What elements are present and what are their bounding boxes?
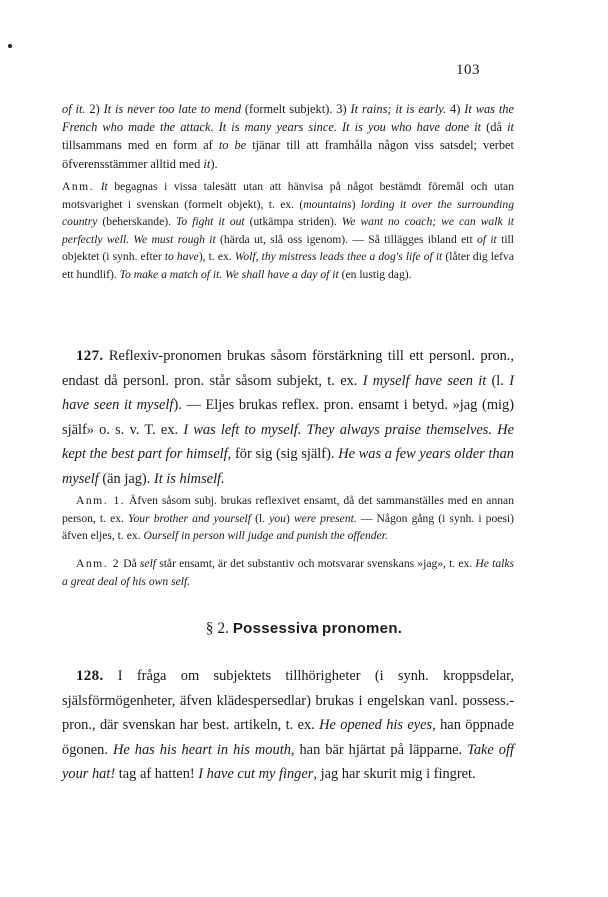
text-run: (då — [481, 120, 508, 135]
margin-speck — [8, 44, 12, 48]
paragraph-it-text — [62, 100, 514, 173]
note-1-text — [62, 492, 514, 545]
text-run: (formelt subjekt). 3) — [241, 102, 351, 116]
text-run: tjänar till att framhålla någon viss satsdel; verbet öfverensstämmer alltid med — [62, 138, 514, 171]
italic-run: it — [203, 156, 211, 171]
section-128-number: 128. — [76, 668, 104, 684]
text-run: till objektet (i synh. efter — [62, 232, 514, 264]
text-run: begagnas i vissa talesätt utan att hänvisa på något bestämdt föremål och utan motsvarighet i svenskan (formelt objekt), t. ex. ( — [62, 180, 514, 211]
text-run: Äfven såsom subj. brukas reflexivet ensamt, då det sammanställes med en annan person, t. ex. — [62, 494, 514, 525]
note-1 — [62, 492, 514, 545]
section-128-body — [62, 668, 514, 782]
note-label: Anm. 1. — [76, 494, 126, 507]
italic-run: He has his heart in his mouth — [112, 741, 291, 758]
text-run: (än jag). — [98, 470, 154, 487]
italic-run: it — [507, 120, 514, 135]
text-run: ) — [285, 511, 294, 525]
text-run: ). — [210, 156, 218, 171]
italic-run: It is you who have done it — [342, 120, 482, 135]
note-2-body — [62, 557, 514, 588]
text-run: , han öppnade ögonen. — [62, 717, 515, 758]
italic-run: I have cut my finger — [198, 766, 314, 783]
italic-run: They always praise themselves. — [306, 421, 492, 438]
text-run: 4) — [446, 102, 465, 116]
section-127-number: 127. — [76, 348, 104, 364]
note-2 — [62, 555, 514, 590]
italic-run: It is many years since. — [218, 120, 337, 135]
text-run: , han bär hjärtat på läpparne. — [290, 741, 468, 758]
text-run — [94, 180, 101, 193]
italic-run: Ourself in person will judge and punish the offender. — [143, 529, 388, 543]
text-run: (utkämpa striden). — [244, 215, 342, 229]
text-run: — Någon gång (i synh. i poesi) äfven eljes, t. ex. — [62, 511, 514, 543]
paragraph-it-examples — [62, 100, 514, 173]
text-run: (en lustig dag). — [338, 267, 412, 281]
section-heading-number: § 2. — [205, 620, 229, 637]
text-run: tag af hatten! — [115, 766, 199, 783]
italic-run: to have — [164, 250, 199, 264]
text-run: ), t. ex. — [198, 250, 235, 264]
section-127 — [62, 344, 514, 492]
italic-run: It is never too late to mend — [103, 102, 242, 116]
section-128 — [62, 664, 514, 787]
text-run: tillsammans med en form af — [62, 138, 219, 153]
section-heading-title: Possessiva pronomen. — [232, 620, 403, 637]
italic-run: It is himself. — [153, 470, 225, 487]
text-run: (l. — [486, 372, 510, 389]
italic-run: We shall have a day of it — [225, 267, 339, 281]
italic-run: I was left to myself. — [183, 421, 302, 438]
italic-run: lording it over the surrounding country — [62, 197, 514, 229]
italic-run: to be — [218, 138, 247, 153]
italic-run: Wolf, thy mistress leads thee a dog's life of it — [234, 250, 443, 264]
text-run: står ensamt, är det substantiv och motsvarar svenskans »jag», t. ex. — [156, 557, 476, 570]
italic-run: He was a few years older than myself — [62, 446, 514, 487]
italic-run: It rains; it is early. — [350, 102, 447, 116]
section-127-text — [62, 344, 514, 492]
italic-run: I have seen it myself — [62, 372, 514, 414]
text-run: ). — Eljes brukas reflex. pron. ensamt i betyd. »jag (mig) själf» o. s. v. T. ex. — [62, 397, 514, 438]
italic-run: To make a match of it. — [119, 267, 223, 281]
italic-run: We must rough it — [133, 232, 216, 246]
italic-run: mountains — [303, 197, 352, 211]
section-heading — [0, 620, 608, 638]
italic-run: of it — [477, 232, 497, 246]
text-run: (låter dig lefva ett hundlif). — [62, 250, 514, 281]
section-127-body — [62, 348, 514, 487]
italic-run: self — [139, 557, 157, 570]
italic-run: of it. — [62, 102, 86, 116]
text-run: , jag har skurit mig i fingret. — [313, 766, 476, 783]
note-label: Anm. — [62, 180, 95, 193]
text-run: Reflexiv-pronomen brukas såsom förstärkning till ett personl. pron., endast då personl. pron. står såsom subjekt, t. ex. — [62, 348, 514, 389]
text-run: I fråga om subjektets tillhörigheter (i synh. kroppsdelar, själsförmögenheter, äfven klädespersedlar) brukas i engelskan vanl. possess.-pron., där svenskan har best. artikeln, t. ex. — [62, 668, 514, 734]
text-run: , för sig (sig själf). — [227, 446, 339, 463]
text-run: 2) — [85, 102, 104, 116]
italic-run: We want no coach; we can walk it perfectly well. — [62, 215, 515, 246]
note-formal-object-text — [62, 178, 514, 284]
note-formal-object — [62, 178, 514, 284]
note-2-text — [62, 555, 514, 590]
italic-run: He opened his eyes — [319, 717, 433, 734]
italic-run: He kept the best part for himself — [62, 421, 514, 463]
section-128-text — [62, 664, 514, 787]
text-run: Då — [120, 557, 140, 570]
italic-run: To fight it out — [175, 215, 245, 229]
italic-run: Your brother and yourself — [128, 511, 251, 525]
text-run: (beherskande). — [97, 215, 176, 229]
text-run: ) — [351, 197, 361, 211]
page-number: 103 — [456, 62, 480, 78]
note-1-body — [62, 494, 514, 542]
text-run: (l. — [251, 511, 270, 525]
italic-run: It was the French who made the attack. — [62, 102, 514, 135]
text-run: (härda ut, slå oss igenom). — Så tillägges ibland ett — [215, 232, 477, 246]
note-label: Anm. 2 — [76, 557, 121, 570]
italic-run: you — [269, 511, 286, 525]
italic-run: He talks a great deal of his own self. — [62, 557, 515, 588]
italic-run: were present. — [293, 511, 357, 525]
italic-run: I myself have seen it — [362, 372, 487, 389]
italic-run: It — [100, 180, 108, 193]
italic-run: Take off your hat! — [62, 741, 514, 783]
